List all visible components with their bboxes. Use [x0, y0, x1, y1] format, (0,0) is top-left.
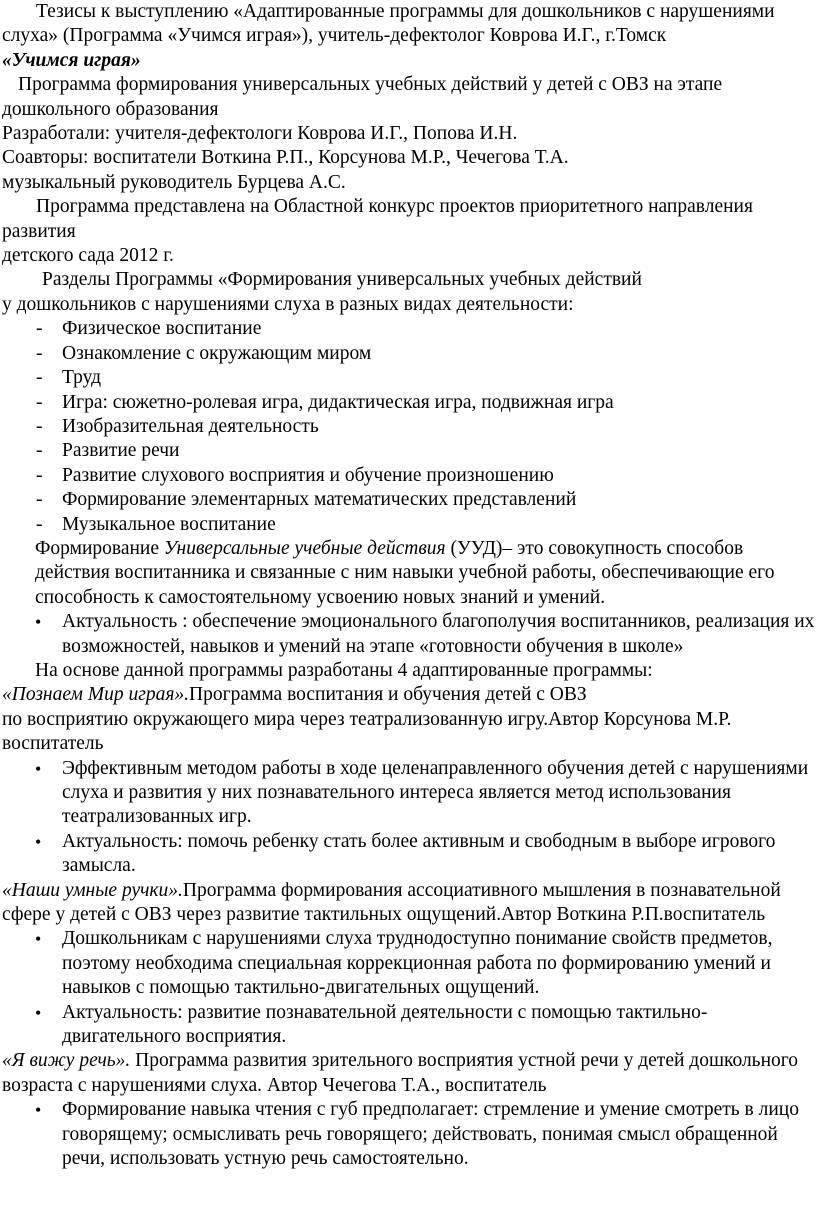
- program-2-title: «Наши умные ручки».: [2, 879, 183, 901]
- list-item: [2, 415, 816, 439]
- dash-marker: -: [36, 391, 43, 413]
- list-item: [2, 1098, 816, 1171]
- bullet-marker: •: [35, 831, 42, 852]
- uud-prefix: Формирование: [35, 537, 164, 559]
- sections-intro-line: Разделы Программы «Формирования универсальных учебных действий: [42, 269, 642, 291]
- list-item: [2, 317, 816, 341]
- program-2-text: Программа формирования ассоциативного мышления в познавательной сфере у детей с ОВЗ через развитие тактильных ощущений.Автор Воткина Р.П.воспитатель: [2, 879, 781, 926]
- list-item-text: Развитие речи: [62, 440, 180, 462]
- music-director-line: музыкальный руководитель Бурцева А.С.: [2, 171, 346, 193]
- dash-marker: -: [36, 367, 43, 389]
- program-1-intro: [2, 683, 816, 707]
- relevance-list: [2, 610, 816, 659]
- list-item-text: Труд: [62, 367, 102, 389]
- uud-definition: [2, 537, 816, 610]
- dash-marker: -: [36, 513, 43, 535]
- dash-marker: -: [36, 464, 43, 486]
- program-3-title: «Я вижу речь».: [2, 1050, 131, 1072]
- list-item: [2, 757, 816, 830]
- dash-marker: -: [36, 342, 43, 364]
- list-item-text: Эффективным методом работы в ходе целенаправленного обучения детей с нарушениями слуха и развития у них познавательного интереса является метод использования театрализованных игр.: [62, 757, 809, 828]
- list-item: [2, 342, 816, 366]
- dash-marker: -: [36, 415, 43, 437]
- list-item: [2, 1001, 816, 1050]
- list-item: [2, 464, 816, 488]
- list-item-text: Развитие слухового восприятия и обучение произношению: [62, 464, 554, 486]
- list-item-text: Актуальность: развитие познавательной деятельности с помощью тактильно-двигательного восприятия.: [62, 1001, 708, 1048]
- bullet-marker: •: [35, 758, 42, 779]
- list-item-text: Актуальность: помочь ребенку стать более активным и свободным в выборе игрового замысла.: [62, 830, 776, 877]
- program-2-bullets: [2, 927, 816, 1049]
- developers-line: Разработали: учителя-дефектологи Коврова И.Г., Попова И.Н.: [2, 123, 518, 145]
- program-name: «Учимся играя»: [2, 49, 141, 71]
- list-item: [2, 830, 816, 879]
- list-item: [2, 439, 816, 463]
- program-3-text: Программа развития зрительного восприятия устной речи у детей дошкольного возраста с нарушениями слуха. Автор Чечегова Т.А., воспитатель: [2, 1050, 799, 1096]
- program-description: Программа формирования универсальных учебных действий у детей с ОВЗ на этапе дошкольного образования: [2, 74, 723, 120]
- list-item-text: Формирование навыка чтения с губ предполагает: стремление и умение смотреть в лицо говорящему; осмысливать речь говорящего; действовать, понимая смысл обращенной речи, использовать устную речь самостоятельно.: [62, 1099, 799, 1170]
- program-1-bullets: [2, 757, 816, 879]
- list-item: [2, 391, 816, 415]
- list-item: [2, 513, 816, 537]
- coauthors-line: Соавторы: воспитатели Воткина Р.П., Корсунова М.Р., Чечегова Т.А.: [2, 147, 569, 169]
- based-on-line: На основе данной программы разработаны 4 адаптированные программы:: [35, 659, 653, 681]
- bullet-marker: •: [35, 929, 42, 950]
- list-item: [2, 366, 816, 390]
- bullet-marker: •: [35, 612, 42, 633]
- list-item: [2, 488, 816, 512]
- program-3-intro: [2, 1049, 816, 1098]
- program-1-line-1: Программа воспитания и обучения детей с ОВЗ: [189, 684, 587, 706]
- program-1-title: «Познаем Мир играя».: [2, 684, 190, 706]
- list-item-text: Изобразительная деятельность: [62, 415, 319, 437]
- program-1-line-2: по восприятию окружающего мира через театрализованную игру.Автор Корсунова М.Р. воспитатель: [2, 708, 732, 755]
- program-2-intro: [2, 879, 816, 928]
- title-line: Тезисы к выступлению «Адаптированные программы для дошкольников с нарушениями слуха» (Программа «Учимся играя»), учитель-дефектолог Коврова И.Г., г.Томск: [2, 1, 775, 47]
- list-item-text: Физическое воспитание: [62, 318, 262, 340]
- list-item-text: Дошкольникам с нарушениями слуха труднодоступно понимание свойств предметов, поэтому необходима специальная коррекционная работа по формированию умений и навыков с помощью тактильно-двигательных ощущений.: [62, 928, 773, 999]
- list-item-text: Формирование элементарных математических представлений: [62, 489, 577, 511]
- sections-list: [2, 317, 816, 537]
- list-item-text: Игра: сюжетно-ролевая игра, дидактическая игра, подвижная игра: [62, 391, 614, 413]
- dash-marker: -: [36, 440, 43, 462]
- list-item: [2, 927, 816, 1000]
- list-item-text: Актуальность : обеспечение эмоционального благополучия воспитанников, реализация их возможностей, навыков и умений на этапе «готовности обучения в школе»: [62, 611, 815, 657]
- program-3-bullets: [2, 1098, 816, 1171]
- list-item-text: Ознакомление с окружающим миром: [62, 342, 372, 364]
- list-item-text: Музыкальное воспитание: [62, 513, 276, 535]
- dash-marker: -: [36, 318, 43, 340]
- bullet-marker: •: [35, 1100, 42, 1121]
- list-item: [2, 610, 816, 659]
- uud-term: Универсальные учебные действия: [163, 537, 446, 559]
- uud-rest: (УУД)– это совокупность способов действия воспитанника и связанные с ним навыки учебной работы, обеспечивающие его способность к самостоятельному усвоению новых знаний и умений.: [35, 537, 775, 608]
- contest-year-line: детского сада 2012 г.: [2, 245, 174, 267]
- contest-line: Программа представлена на Областной конкурс проектов приоритетного направления развития: [2, 196, 753, 242]
- bullet-marker: •: [35, 1002, 42, 1023]
- sections-intro-line-2: у дошкольников с нарушениями слуха в разных видах деятельности:: [2, 293, 574, 315]
- dash-marker: -: [36, 489, 43, 511]
